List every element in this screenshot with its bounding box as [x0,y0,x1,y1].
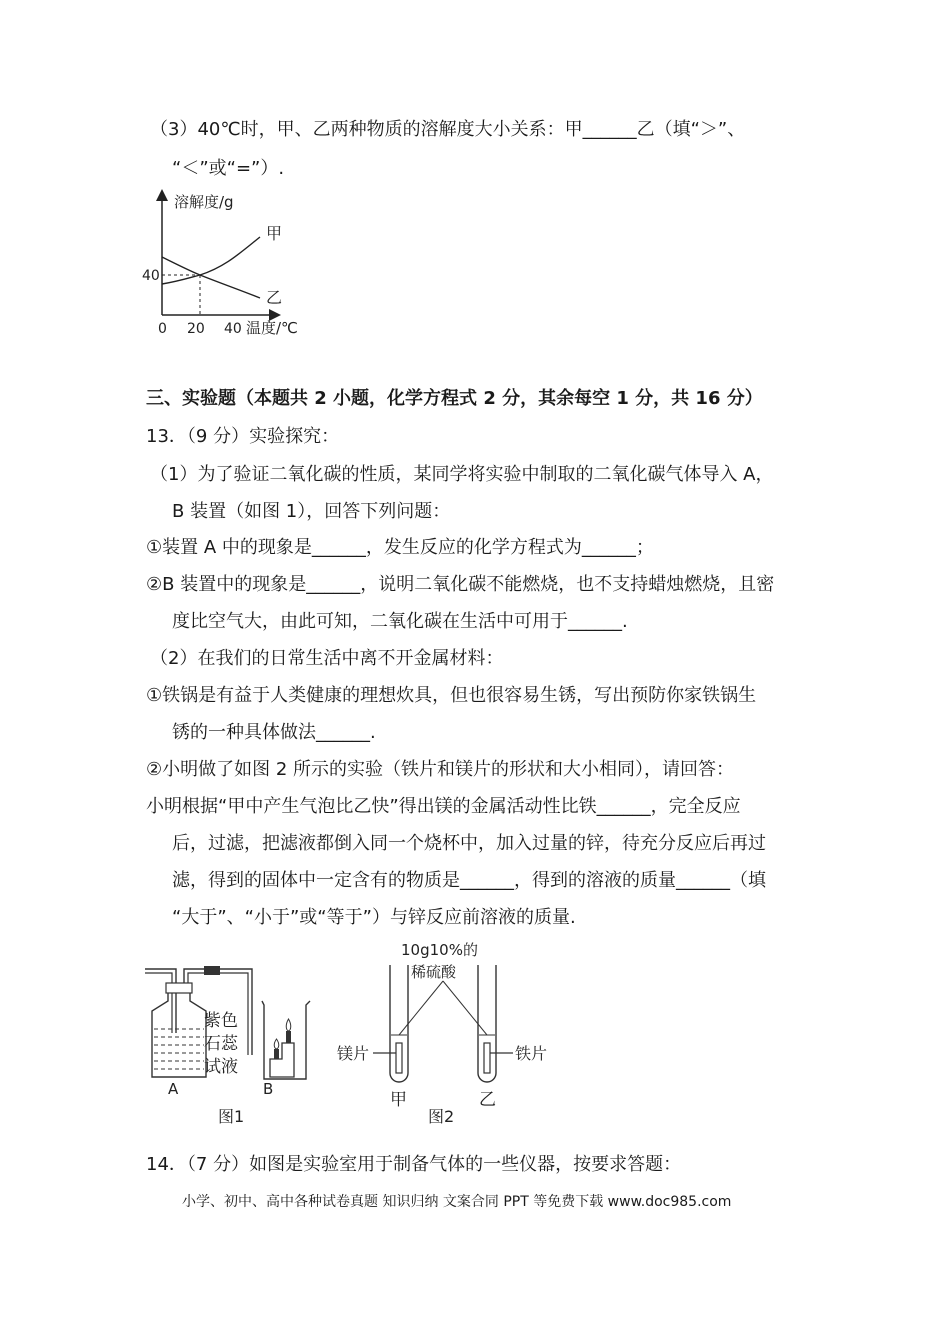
q13-s1: ①装置 A 中的现象是______，发生反应的化学方程式为______； [146,537,654,558]
fig1-liquid-label-2: 石蕊 [204,1034,238,1054]
q14-title: 14．（7 分）如图是实验室用于制备气体的一些仪器，按要求答题： [146,1154,682,1175]
q13-p2: （2）在我们的日常生活中离不开金属材料： [150,648,504,669]
curve-jia [162,237,260,284]
section-heading: 三、实验题（本题共 2 小题，化学方程式 2 分，其余每空 1 分，共 16 分） [146,388,763,409]
right-metal-label: 铁片 [515,1044,548,1063]
q3-line-1: （3）40℃时，甲、乙两种物质的溶解度大小关系：甲______乙（填“＞”、 [150,119,746,140]
inlet-tube-inner [145,973,172,1033]
candle-high [286,1031,291,1043]
fig2-caption: 图2 [428,1107,455,1126]
stair-stand [270,1043,294,1077]
q13-m-line-3: 滤，得到的固体中一定含有的物质是______，得到的溶液的质量______（填 [172,870,766,891]
curve-yi [162,257,260,298]
acid-label-2: 稀硫酸 [411,963,457,981]
x-tick-40: 40 [224,321,242,337]
q13-title: 13．（9 分）实验探究： [146,426,340,447]
q13-s2-line-1: ②B 装置中的现象是______，说明二氧化碳不能燃烧，也不支持蜡烛燃烧，且密 [146,574,775,595]
curve-jia-label: 甲 [266,224,283,243]
page-footer: 小学、初中、高中各种试卷真题 知识归纳 文案合同 PPT 等免费下载 www.doc985.com [182,1194,732,1210]
figure-1 [140,955,325,1130]
bottle-a [152,993,206,1077]
fig1-liquid-label-1: 紫色 [204,1011,238,1031]
flame-low [274,1039,279,1049]
label-b: B [263,1080,274,1098]
bottle-stopper [166,983,192,993]
candle-low [274,1049,279,1059]
acid-pointer-right [443,981,487,1035]
flame-high [286,1019,291,1031]
fig1-liquid-label-3: 试液 [204,1057,238,1077]
inlet-tube [145,969,176,1033]
acid-pointer-left [399,981,443,1035]
y-axis-label: 溶解度/g [174,193,234,211]
q13-m-line-4: “大于”、“小于”或“等于”）与锌反应前溶液的质量. [172,907,576,928]
q13-t1-line-1: ①铁锅是有益于人类健康的理想炊具，但也很容易生锈，写出预防你家铁锅生 [146,685,757,706]
q13-p1-line-1: （1）为了验证二氧化碳的性质，某同学将实验中制取的二氧化碳气体导入 A， [150,464,774,485]
rubber-connector [204,966,220,975]
solubility-chart [140,185,320,345]
right-tube-label: 乙 [479,1090,496,1110]
x-tick-20: 20 [187,321,205,337]
acid-label-1: 10g10%的 [401,941,478,959]
figure-2 [335,935,575,1130]
curve-yi-label: 乙 [266,288,283,307]
q13-m-line-2: 后，过滤，把滤液都倒入同一个烧杯中，加入过量的锌，待充分反应后再过 [172,833,766,854]
x-tick-0: 0 [158,321,167,337]
mg-strip [396,1043,402,1073]
left-tube-label: 甲 [390,1090,407,1110]
left-metal-label: 镁片 [337,1044,370,1063]
fe-strip [484,1043,490,1073]
q13-m-line-1: 小明根据“甲中产生气泡比乙快”得出镁的金属活动性比铁______，完全反应 [146,796,741,817]
q13-s2-line-2: 度比空气大，由此可知，二氧化碳在生活中可用于______. [172,611,628,632]
q13-t2: ②小明做了如图 2 所示的实验（铁片和镁片的形状和大小相同），请回答： [146,759,735,780]
fig1-caption: 图1 [218,1107,245,1126]
bottle-liquid [154,1029,204,1069]
q13-p1-line-2: B 装置（如图 1），回答下列问题： [172,501,451,522]
q13-t1-line-2: 锈的一种具体做法______. [172,722,376,743]
label-a: A [168,1080,179,1098]
y-tick-40: 40 [142,268,160,284]
q3-line-2: “＜”或“=”）. [172,158,285,179]
x-axis-label: 温度/℃ [246,319,298,337]
